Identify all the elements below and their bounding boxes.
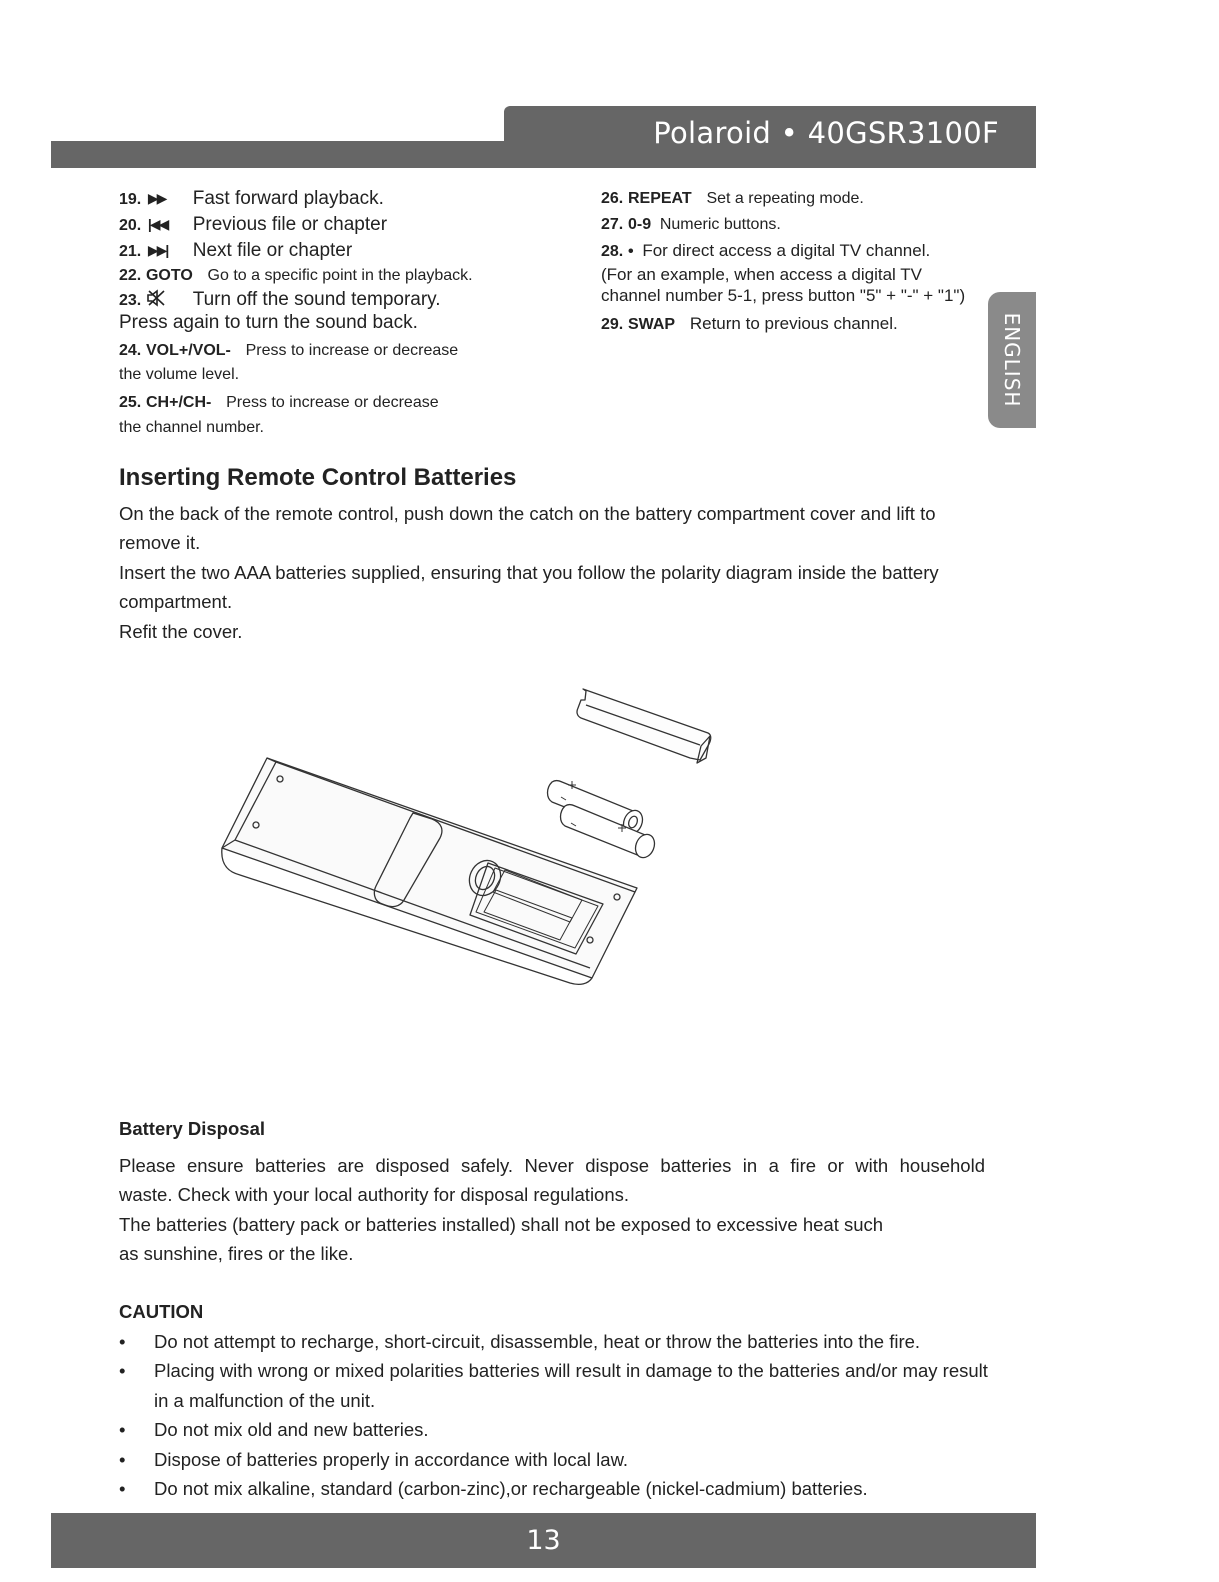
item-key: 0-9 [627, 216, 652, 234]
brand-model-title: Polaroid • 40GSR3100F [653, 116, 999, 150]
dot-icon: • [627, 242, 634, 260]
item-key: VOL+/VOL- [145, 342, 231, 360]
item-text: Set a repeating mode. [706, 190, 864, 207]
list-item [119, 214, 559, 237]
item-continuation: the volume level. [119, 365, 240, 383]
list-item [119, 265, 559, 285]
list-item [601, 241, 981, 306]
item-number: 27. [601, 216, 624, 234]
item-number: 21. [119, 242, 142, 260]
button-list-right [601, 188, 981, 338]
item-text: Numeric buttons. [659, 216, 781, 234]
battery-disposal-text [119, 1151, 985, 1269]
remote-battery-illustration [220, 678, 720, 988]
list-item [601, 188, 981, 208]
list-item [119, 188, 559, 211]
button-list-left [119, 188, 559, 441]
mute-icon [146, 289, 188, 308]
paragraph-line: as sunshine, fires or the like. [119, 1243, 354, 1265]
item-text: Turn off the sound temporary. [192, 288, 441, 310]
list-item: • Placing with wrong or mixed polarities batteries will result in damage to the batteries and/or may result in a malfunction of the unit. [119, 1356, 999, 1415]
item-number: 23. [119, 291, 142, 309]
list-item: • Do not attempt to recharge, short-circuit, disassemble, heat or throw the batteries into the fire. [119, 1327, 999, 1356]
item-continuation: the channel number. [119, 419, 264, 437]
item-number: 24. [119, 342, 142, 360]
item-text: Next file or chapter [192, 239, 353, 261]
list-item [119, 340, 559, 384]
caution-list [119, 1327, 999, 1503]
paragraph: Insert the two AAA batteries supplied, ensuring that you follow the polarity diagram inside the battery compartment. [119, 561, 939, 613]
item-text: Fast forward playback. [192, 188, 384, 209]
paragraph-line: The batteries (battery pack or batteries installed) shall not be exposed to excessive heat such [119, 1213, 884, 1235]
language-label: ENGLISH [1000, 312, 1024, 408]
item-number: 19. [119, 191, 142, 208]
page-number: 13 [526, 1525, 561, 1556]
footer-bar [51, 1513, 1036, 1568]
item-continuation: (For an example, when access a digital TV channel number 5-1, press button "5" + "-" + "1") [601, 265, 966, 306]
caution-heading: CAUTION [119, 1301, 204, 1322]
list-item [119, 240, 559, 263]
paragraph-line: Please ensure batteries are disposed safely. Never dispose batteries in a fire or with household [119, 1155, 985, 1176]
language-side-tab [988, 292, 1036, 428]
list-item: • Do not mix alkaline, standard (carbon-zinc),or rechargeable (nickel-cadmium) batteries. [119, 1474, 999, 1503]
list-item [601, 314, 981, 334]
battery-disposal-heading: Battery Disposal [119, 1118, 265, 1139]
item-key: SWAP [627, 316, 676, 334]
item-number: 28. [601, 242, 624, 260]
paragraph: On the back of the remote control, push down the catch on the battery compartment cover and lift to remove it. [119, 503, 936, 554]
item-number: 22. [119, 267, 142, 285]
item-text: Press to increase or decrease [226, 393, 439, 411]
fast-forward-icon: ▶▶ [145, 190, 166, 206]
list-item [601, 214, 981, 234]
item-text: Return to previous channel. [689, 314, 898, 334]
list-item: • Do not mix old and new batteries. [119, 1415, 999, 1444]
item-text: For direct access a digital TV channel. [642, 240, 931, 260]
item-key: GOTO [145, 267, 193, 285]
paragraph: Refit the cover. [119, 620, 243, 642]
item-text: Press to increase or decrease [245, 342, 459, 360]
next-icon: ▶▶| [145, 241, 168, 258]
item-key: REPEAT [627, 190, 692, 207]
paragraph-line: waste. Check with your local authority for disposal regulations. [119, 1184, 630, 1206]
section-heading: Inserting Remote Control Batteries [119, 464, 517, 491]
previous-icon: |◀◀ [145, 215, 168, 232]
item-key: CH+/CH- [145, 393, 212, 411]
item-text: Previous file or chapter [192, 213, 388, 235]
list-item [119, 392, 559, 438]
item-number: 20. [119, 216, 142, 234]
item-text: Go to a specific point in the playback. [207, 267, 473, 285]
list-item [119, 289, 559, 335]
item-number: 26. [601, 190, 624, 207]
item-number: 25. [119, 393, 142, 411]
item-number: 29. [601, 316, 624, 334]
item-continuation: Press again to turn the sound back. [119, 311, 418, 333]
intro-paragraphs [119, 499, 989, 646]
list-item: • Dispose of batteries properly in accordance with local law. [119, 1445, 999, 1474]
